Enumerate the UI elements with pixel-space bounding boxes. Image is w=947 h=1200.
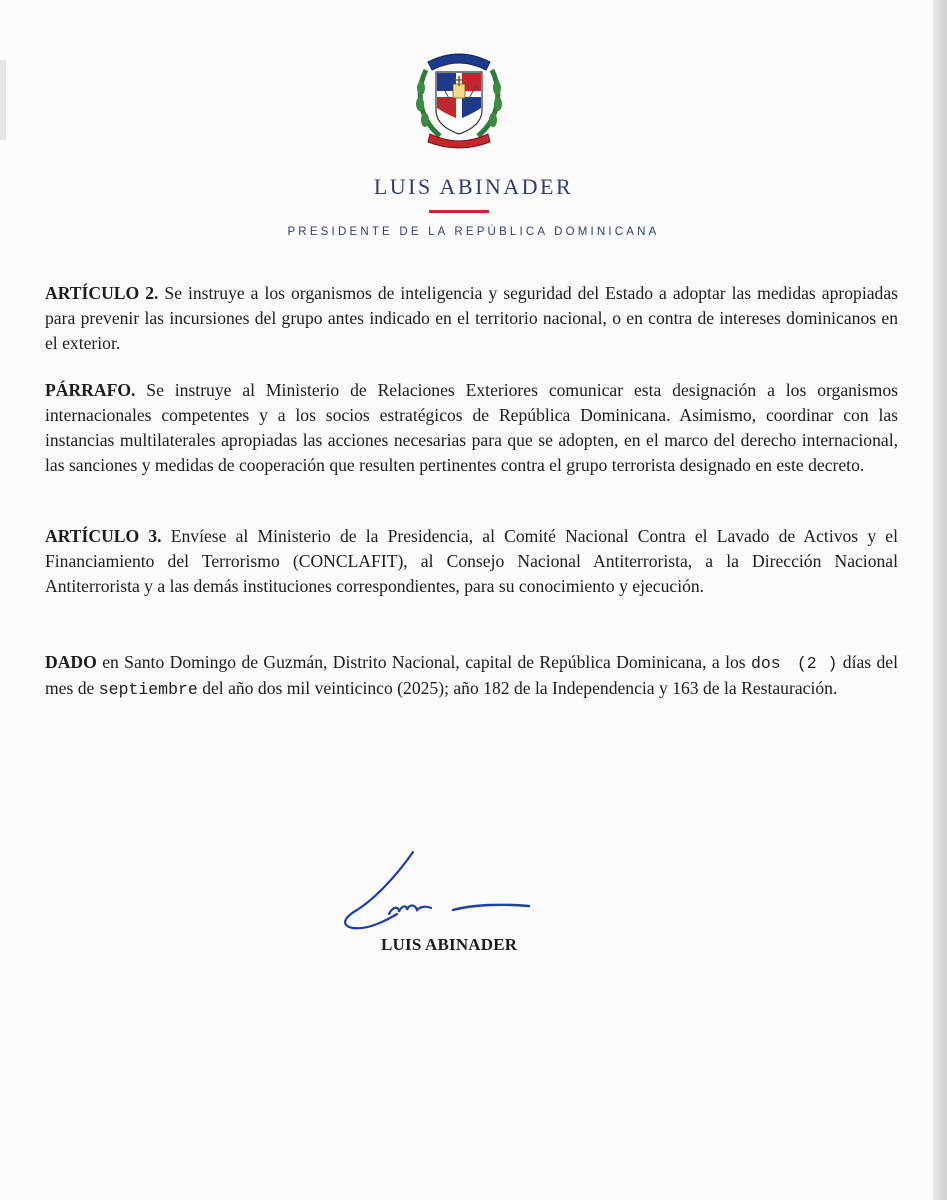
dado-text-c: del año dos mil veinticinco (2025); año 182 de la Independencia y 163 de la Restauración. (202, 678, 838, 698)
article-3-paragraph (45, 524, 898, 599)
dado-day-number: (2 ) (796, 654, 838, 673)
article-3-text: Envíese al Ministerio de la Presidencia, al Comité Nacional Contra el Lavado de Activos y el Financiamiento del Terrorismo (CONCLAFIT), al Consejo Nacional Antiterrorista, a la Dirección Nacional Antiterrorista y a las demás instituciones correspondientes, para su conocimiento y ejecución. (45, 526, 898, 596)
dado-text-a: en Santo Domingo de Guzmán, Distrito Nacional, capital de República Dominicana, a los (102, 652, 746, 672)
parrafo-text: Se instruye al Ministerio de Relaciones Exteriores comunicar esta designación a los organismos internacionales competentes y a los socios estratégicos de República Dominicana. Asimismo, coordinar con las instancias multilaterales apropiadas las acciones necesarias para que se adopten, en el marco del derecho internacional, las sanciones y medidas de cooperación que resulten pertinentes contra el grupo terrorista designado en este decreto. (45, 380, 898, 475)
dado-day-words: dos (750, 654, 781, 673)
dado-heading: DADO (45, 652, 97, 672)
article-2-heading: ARTÍCULO 2. (45, 283, 159, 303)
coat-of-arms-icon (412, 40, 506, 150)
header-president-title: PRESIDENTE DE LA REPÚBLICA DOMINICANA (287, 226, 660, 238)
page-edge-shadow (0, 60, 6, 140)
dado-text-b: días del mes de (45, 652, 899, 698)
dado-month: septiembre (98, 680, 198, 699)
article-2-text: Se instruye a los organismos de inteligencia y seguridad del Estado a adoptar las medidas apropiadas para prevenir las incursiones del grupo antes indicado en el territorio nacional, o en contra de intereses dominicanos en el exterior. (45, 283, 898, 353)
parrafo-paragraph (45, 378, 898, 478)
parrafo-heading: PÁRRAFO. (45, 380, 136, 400)
article-3-heading: ARTÍCULO 3. (45, 526, 162, 546)
handwritten-signature (335, 848, 545, 938)
signatory-name: LUIS ABINADER (381, 935, 518, 954)
header-accent-rule (429, 210, 489, 213)
article-2-paragraph (45, 281, 898, 356)
dado-paragraph (45, 650, 898, 702)
header-president-name: LUIS ABINADER (373, 174, 574, 199)
